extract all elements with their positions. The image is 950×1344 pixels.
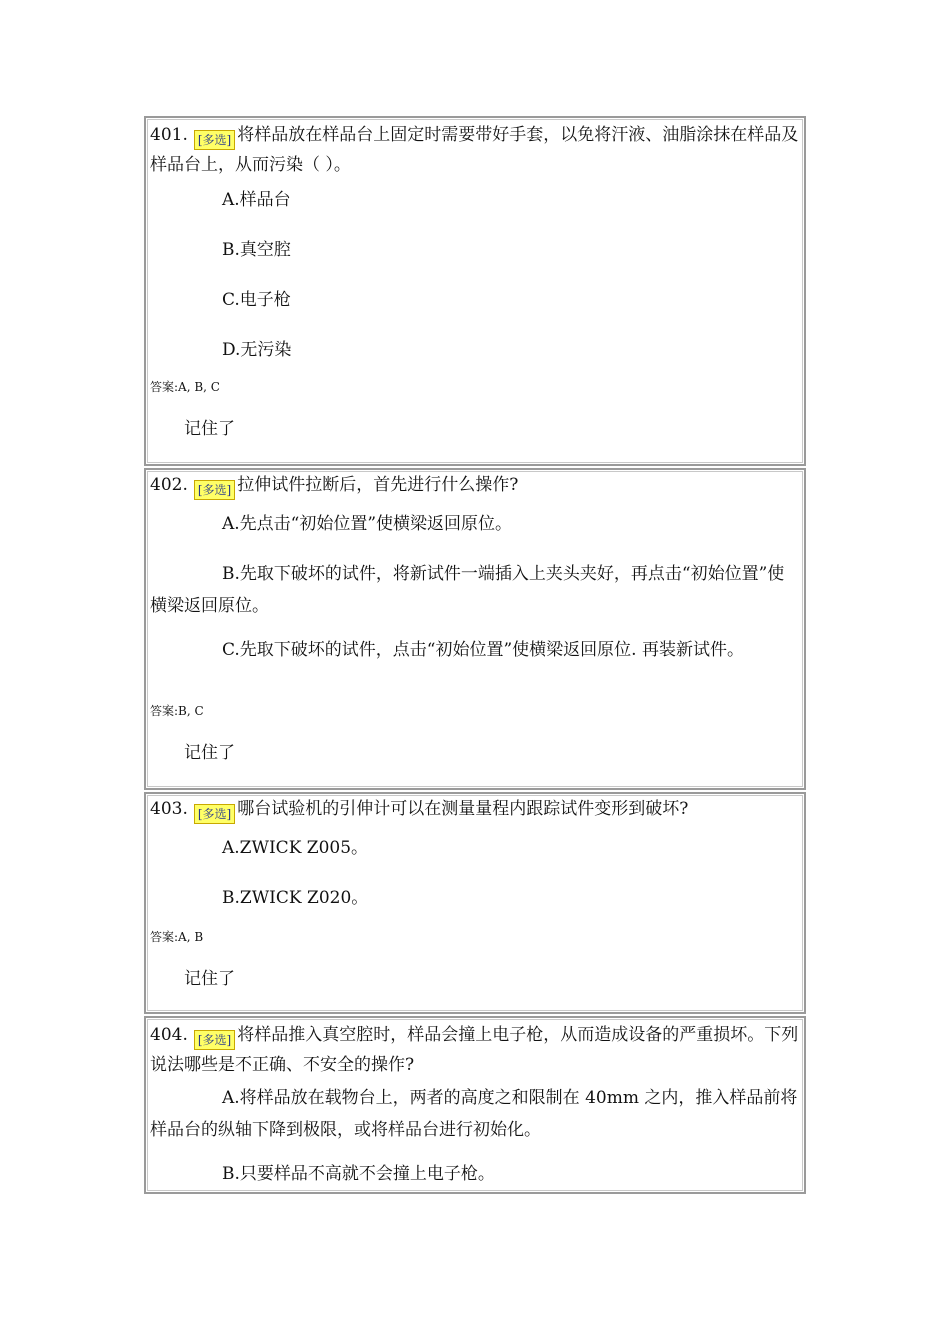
- question-card: [144, 116, 806, 466]
- question-number: 404.: [150, 1025, 188, 1045]
- question-text: 拉伸试件拉断后，首先进行什么操作?: [237, 475, 519, 495]
- remember-link[interactable]: 记住了: [184, 969, 235, 989]
- question-text: 哪台试验机的引伸计可以在测量量程内跟踪试件变形到破坏?: [237, 799, 689, 819]
- answer-text: 答案:A, B: [150, 930, 204, 944]
- multi-choice-tag: [多选]: [194, 1030, 235, 1050]
- question-number: 401.: [150, 125, 188, 145]
- option-c[interactable]: C.先取下破坏的试件，点击“初始位置”使横梁返回原位. 再装新试件。: [222, 640, 744, 660]
- question-number: 403.: [150, 799, 188, 819]
- option-b[interactable]: B.先取下破坏的试件，将新试件一端插入上夹头夹好，再点击“初始位置”使横梁返回原位。: [150, 564, 785, 616]
- option-b[interactable]: B.ZWICK Z020。: [222, 888, 369, 908]
- question-text: 将样品放在样品台上固定时需要带好手套，以免将汗液、油脂涂抹在样品及样品台上，从而污染（ ）。: [150, 125, 799, 175]
- answer-text: 答案:A, B, C: [150, 380, 220, 394]
- question-card: [144, 1016, 806, 1194]
- question-list: [144, 116, 806, 1196]
- option-b[interactable]: B.真空腔: [222, 240, 291, 260]
- remember-link[interactable]: 记住了: [184, 419, 235, 439]
- question-card: [144, 468, 806, 790]
- option-a[interactable]: A.样品台: [222, 190, 291, 210]
- multi-choice-tag: [多选]: [194, 804, 235, 824]
- answer-text: 答案:B, C: [150, 704, 204, 718]
- question-stem: [150, 794, 800, 824]
- remember-link[interactable]: 记住了: [184, 743, 235, 763]
- question-stem: [150, 470, 800, 500]
- question-stem: [150, 1020, 800, 1080]
- option-c[interactable]: C.电子枪: [222, 290, 291, 310]
- option-a[interactable]: A.先点击“初始位置”使横梁返回原位。: [222, 514, 513, 534]
- option-a[interactable]: A.将样品放在载物台上，两者的高度之和限制在 40mm 之内，推入样品前将样品台的纵轴下降到极限，或将样品台进行初始化。: [150, 1088, 798, 1140]
- question-text: 将样品推入真空腔时，样品会撞上电子枪，从而造成设备的严重损坏。下列说法哪些是不正确、不安全的操作?: [150, 1025, 799, 1075]
- multi-choice-tag: [多选]: [194, 480, 235, 500]
- option-b[interactable]: B.只要样品不高就不会撞上电子枪。: [222, 1164, 495, 1184]
- option-a[interactable]: A.ZWICK Z005。: [222, 838, 369, 858]
- question-stem: [150, 120, 800, 180]
- question-card: [144, 792, 806, 1014]
- multi-choice-tag: [多选]: [194, 130, 235, 150]
- question-number: 402.: [150, 475, 188, 495]
- option-d[interactable]: D.无污染: [222, 340, 292, 360]
